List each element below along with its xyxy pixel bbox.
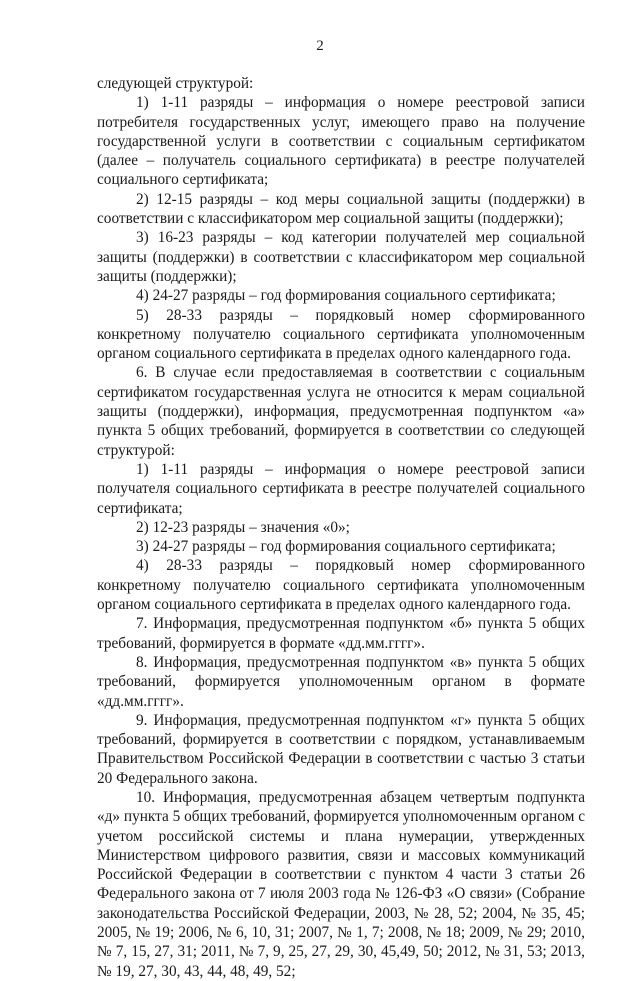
paragraph: 2) 12-23 разряды – значения «0»; xyxy=(136,518,350,536)
paragraph: 9. Информация, предусмотренная подпунктом «г» пункта 5 общих требований, формируется в соответствии с порядком, устанавливаемым Правительством Российской Федерации в соответствии с частью 3 статьи 20 Федерального закона. xyxy=(97,711,585,787)
paragraph: 5) 28-33 разряды – порядковый номер сформированного конкретному получателю социального сертификата уполномоченным органом социального сертификата в пределах одного календарного года. xyxy=(97,306,585,363)
paragraph: 6. В случае если предоставляемая в соответствии с социальным сертификатом государственная услуга не относится к мерам социальной защиты (поддержки), информация, предусмотренная подпунктом «а» пункта 5 общих требований, формируется в соответствии со следующей структурой: xyxy=(97,364,585,459)
document-body xyxy=(97,74,585,981)
paragraph: 1) 1-11 разряды – информация о номере реестровой записи потребителя государственных услуг, имеющего право на получение государственной услуги в соответствии с социальным сертификатом (далее – получатель социального сертификата) в реестре получателей социального сертификата; xyxy=(97,94,585,189)
paragraph: 2) 12-15 разряды – код меры социальной защиты (поддержки) в соответствии с классификатором мер социальной защиты (поддержки); xyxy=(97,190,585,228)
paragraph: 4) 28-33 разряды – порядковый номер сформированного конкретному получателю социального сертификата уполномоченным органом социального сертификата в пределах одного календарного года. xyxy=(97,557,585,614)
paragraph: 1) 1-11 разряды – информация о номере реестровой записи получателя социального сертификата в реестре получателей социального сертификата; xyxy=(97,460,585,517)
paragraph: 4) 24-27 разряды – год формирования социального сертификата; xyxy=(136,287,556,305)
paragraph: 7. Информация, предусмотренная подпунктом «б» пункта 5 общих требований, формируется в формате «дд.мм.гггг». xyxy=(97,615,585,652)
paragraph: 8. Информация, предусмотренная подпунктом «в» пункта 5 общих требований, формируется уполномоченным органом в формате «дд.мм.гггг». xyxy=(97,653,585,710)
paragraph: 3) 24-27 разряды – год формирования социального сертификата; xyxy=(136,538,556,556)
paragraph: 3) 16-23 разряды – код категории получателей мер социальной защиты (поддержки) в соответствии с классификатором мер социальной защиты (поддержки); xyxy=(97,229,585,285)
page-number: 2 xyxy=(316,38,324,54)
paragraph-intro: следующей структурой: xyxy=(97,75,254,92)
paragraph: 10. Информация, предусмотренная абзацем четвертым подпункта «д» пункта 5 общих требований, формируется уполномоченным органом с учетом российской системы и плана нумерации, утвержденных Министерством цифрового развития, связи и массовых коммуникаций Российской Федерации в соответствии с пунктом 4 части 3 статьи 26 Федерального закона от 7 июля 2003 года № 126-ФЗ «О связи» (Собрание законодательства Российской Федерации, 2003, № 28, 52; 2004, № 35, 45; 2005, № 19; 2006, № 6, 10, 31; 2007, № 1, 7; 2008, № 18; 2009, № 29; 2010, № 7, 15, 27, 31; 2011, № 7, 9, 25, 27, 29, 30, 45,49, 50; 2012, № 31, 53; 2013, № 19, 27, 30, 43, 44, 48, 49, 52; xyxy=(97,788,586,980)
